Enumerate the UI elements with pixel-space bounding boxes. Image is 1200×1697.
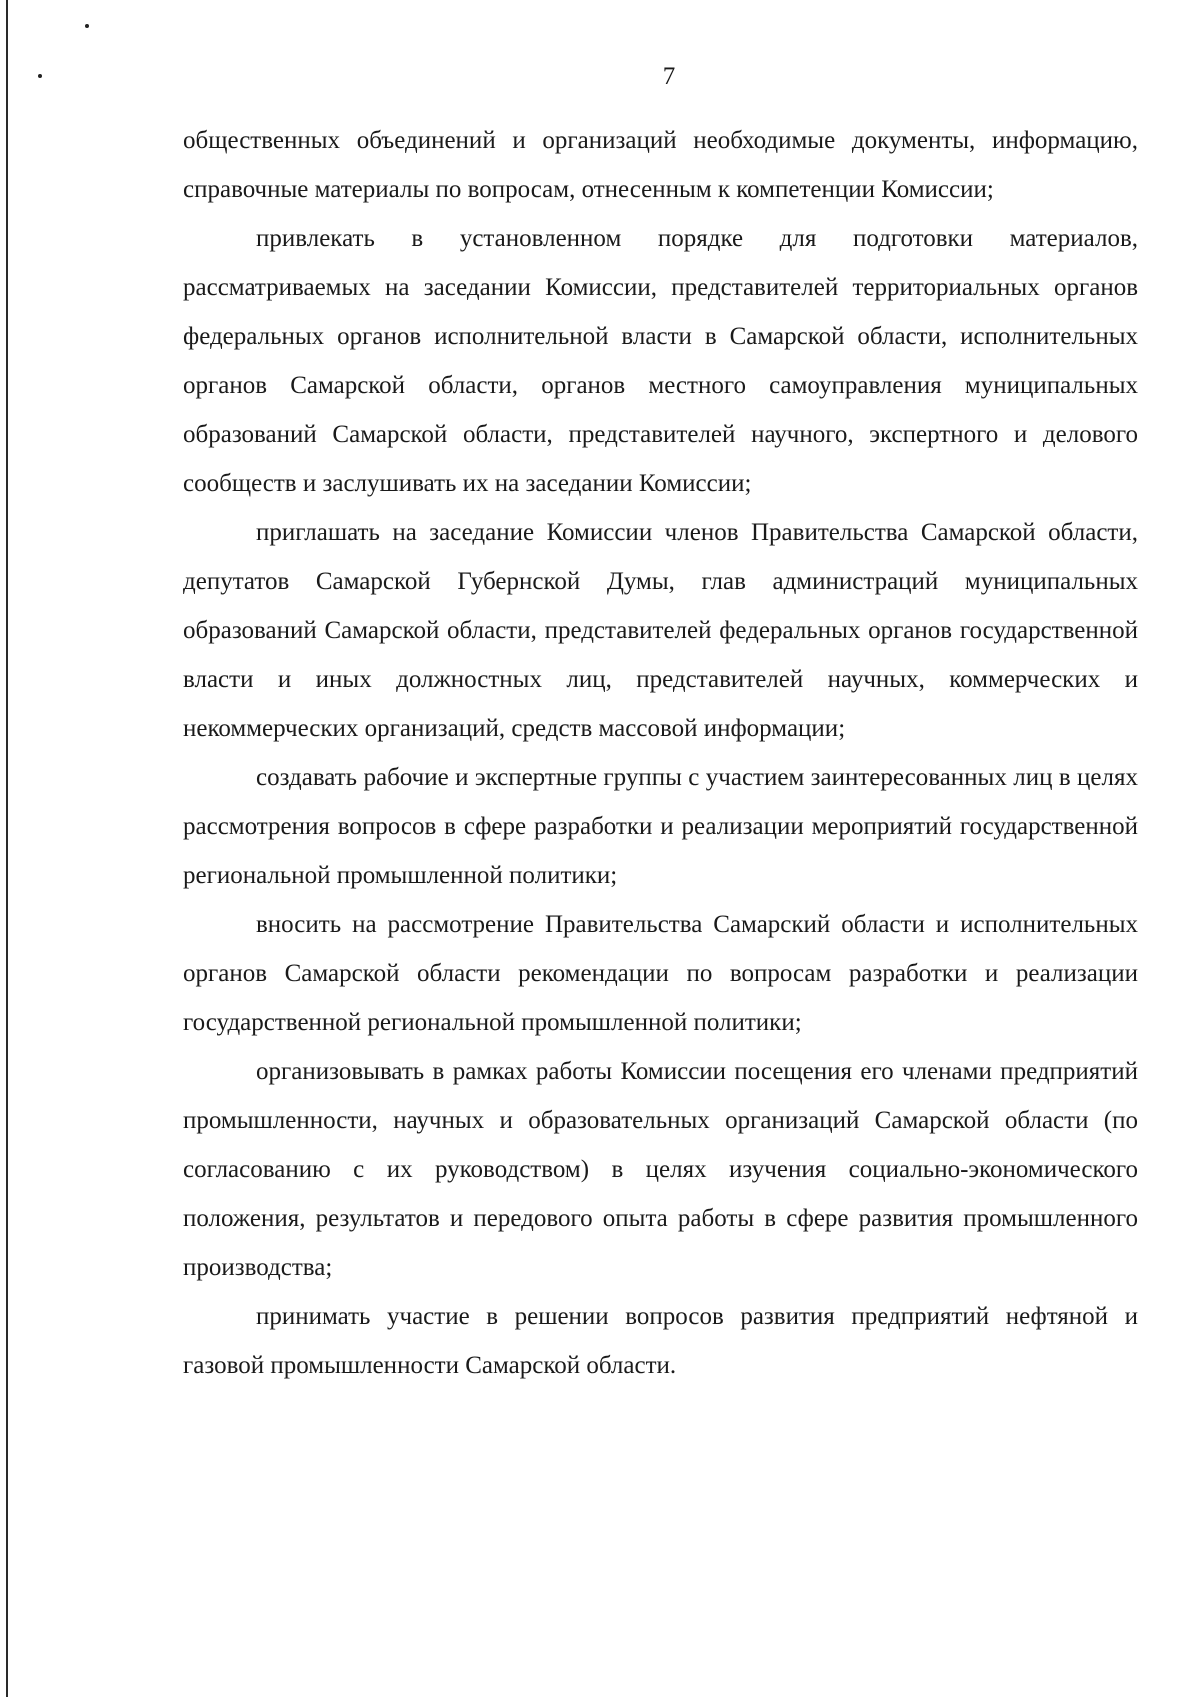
paragraph-attract-representatives: привлекать в установленном порядке для подготовки материалов, рассматриваемых на заседании Комиссии, представителей территориальных органов федеральных органов исполнительной власти в Самарской области, исполнительных органов Самарской области, органов местного самоуправления муниципальных образований Самарской области, представителей научного, экспертного и делового сообществ и заслушивать их на заседании Комиссии; (183, 225, 1138, 497)
document-body (183, 116, 1138, 1390)
scan-speck (85, 24, 89, 28)
paragraph-create-groups: создавать рабочие и экспертные группы с участием заинтересованных лиц в целях рассмотрения вопросов в сфере разработки и реализации мероприятий государственной региональной промышленной политики; (183, 764, 1138, 889)
paragraph-participate-oil-gas: принимать участие в решении вопросов развития предприятий нефтяной и газовой промышленности Самарской области. (183, 1303, 1138, 1379)
scan-edge-line (6, 0, 8, 1697)
paragraph-organize-visits: организовывать в рамках работы Комиссии посещения его членами предприятий промышленности, научных и образовательных организаций Самарской области (по согласованию с их руководством) в целях изучения социально-экономического положения, результатов и передового опыта работы в сфере развития промышленного производства; (183, 1058, 1138, 1281)
paragraph-continuation: общественных объединений и организаций необходимые документы, информацию, справочные материалы по вопросам, отнесенным к компетенции Комиссии; (183, 127, 1138, 203)
page-number: 7 (662, 63, 676, 90)
paragraph-submit-recommendations: вносить на рассмотрение Правительства Самарский области и исполнительных органов Самарской области рекомендации по вопросам разработки и реализации государственной региональной промышленной политики; (183, 911, 1138, 1036)
paragraph-invite-members: приглашать на заседание Комиссии членов Правительства Самарской области, депутатов Самарской Губернской Думы, глав администраций муниципальных образований Самарской области, представителей федеральных органов государственной власти и иных должностных лиц, представителей научных, коммерческих и некоммерческих организаций, средств массовой информации; (183, 519, 1138, 742)
